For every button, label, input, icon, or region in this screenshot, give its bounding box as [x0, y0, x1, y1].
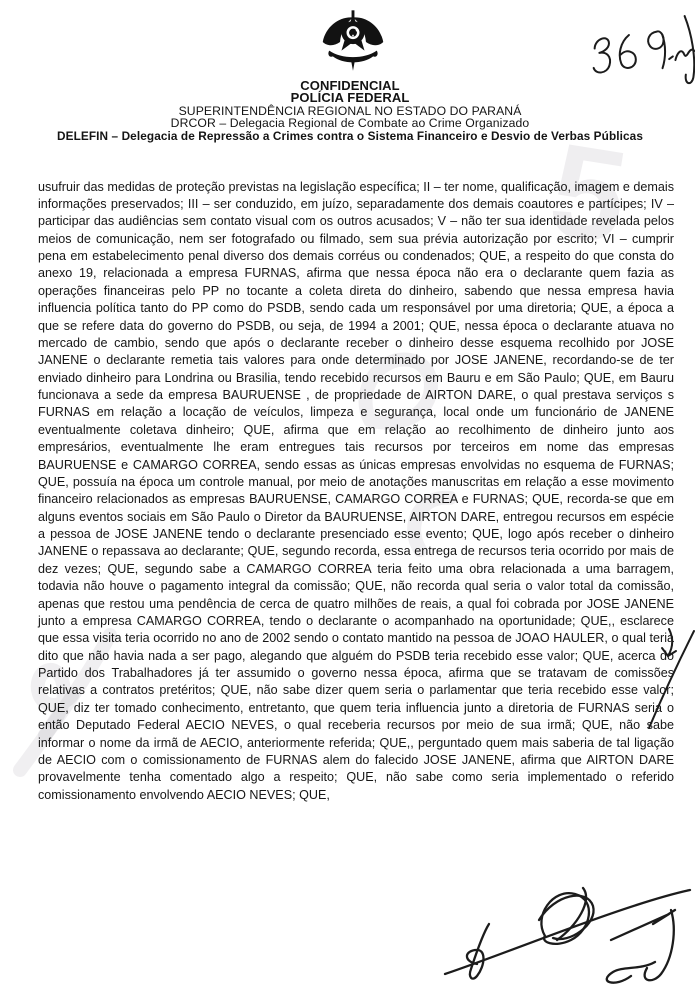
- watermark-digit: 5: [540, 115, 637, 272]
- handwritten-signature: [425, 878, 695, 1000]
- drcor-line: DRCOR – Delegacia Regional de Combate ao Crime Organizado: [170, 115, 530, 130]
- deposition-body-text: usufruir das medidas de proteção previstas na legislação específica; II – ter nome, qualificação, imagem e demais informações preservados; III – ser conduzido, em juízo, separadamente dos demais coautores e partícipes; IV – participar das audiências sem contato visual com os outros acusados; V – não ter sua identidade revelada pelos meios de comunicação, nem ser fotografado ou filmado, sem sua prévia autorização por escrito; VI – cumprir pena em estabelecimento penal diverso dos demais corréus ou condenados; QUE, a respeito do que consta do anexo 19, relacionada a empresa FURNAS, afirma que nessa época não era o declarante quem fazia as operações financeiras pelo PP no tocante a coleta direta do dinheiro, sabendo que nessa empresa havia influencia política tanto do PP como do PSDB, sendo cada um responsável por uma diretoria; QUE, a época a que se refere data do governo do PSDB, ou seja, de 1994 a 2001; QUE, nessa época o declarante atuava no mercado de cambio, sendo que após o declarante receber o dinheiro desse esquema recolhido por JOSE JANENE o declarante remetia tais valores para onde determinado por JOSE JANENE, recordando-se de ter enviado dinheiro para Londrina ou Brasilia, tendo recebido recursos em Bauru e em São Paulo; QUE, em Bauru funcionava a sede da empresa BAURUENSE , de propriedade de AIRTON DARE, o qual prestava serviços s FURNAS em relação a locação de veículos, limpeza e segurança, local onde um funcionário de JANENE eventualmente coletava dinheiro; QUE, afirma que em relação ao recolhimento de dinheiro junto aos empresários, eventualmente lhe eram entregues tais recursos por terceiros em nome das empresas BAURUENSE e CAMARGO CORREA, sendo essas as únicas empresas envolvidas no esquema de FURNAS; QUE, possuía na época um controle manual, por meio de anotações manuscritas em relação a esse movimento financeiro relacionados as empresas BAURUENSE, CAMARGO CORREA e FURNAS; QUE, recorda-se que em alguns eventos sociais em São Paulo o Diretor da BAURUENSE, AIRTON DARE, entregou recursos em espécie a pessoa de JOSE JANENE tendo o declarante presenciado esse evento; QUE, logo após receber o dinheiro JANENE o repassava ao declarante; QUE, segundo recorda, essa entrega de recursos teria ocorrido por mais de dez vezes; QUE, segundo sabe a CAMARGO CORREA teria feito uma obra relacionada a uma barragem, todavia não houve o pagamento integral da comissão; QUE, não recorda qual seria o valor total da comissão, apenas que restou uma pendência de cerca de quatro milhões de reais, a qual foi cobrada por JOSE JANENE junto a empresa CAMARGO CORREA, tendo o declarante o acompanhado na oportunidade; QUE,, esclarece que essa visita teria ocorrido no ano de 2002 sendo o contato mantido na pessoa de JOAO HAULER, o qual teria dito que não havia nada a ser pago, alegando que alguém do PSDB teria recebido esse valor; QUE, acerca do Partido dos Trabalhadores já ter assumido o governo nessa época, afirma que se tratavam de comissões relativas a contratos pretéritos; QUE, não sabe dizer quem seria o parlamentar que teria recebido esse valor; QUE, diz ter tomado conhecimento, entretanto, que quem teria influencia junto a diretoria de FURNAS seria o então Deputado Federal AECIO NEVES, o qual receberia recursos por meio de sua irmã; QUE, não sabe informar o nome da irmã de AECIO, anteriormente referida; QUE,, perguntado quem mais saberia de tal ligação de AECIO com o comissionamento de FURNAS alem do falecido JOSE JANENE, afirma que AIRTON DARE provavelmente tenha comentado algo a respeito; QUE, não sabe como seria implementado o referido comissionamento envolvendo AECIO NEVES; QUE,: [38, 179, 674, 802]
- handwritten-arrow-annotation: [645, 625, 700, 730]
- delefin-line: DELEFIN – Delegacia de Repressão a Crimes contra o Sistema Financeiro e Desvio de Verbas Públicas: [56, 129, 643, 144]
- superintendence-line: SUPERINTENDÊNCIA REGIONAL NO ESTADO DO PARANÁ: [178, 103, 522, 118]
- brazil-coat-of-arms-icon: [317, 8, 389, 76]
- document-header: [0, 80, 700, 142]
- organization-name: POLÍCIA FEDERAL: [290, 90, 410, 106]
- classification-label: CONFIDENCIAL: [300, 78, 400, 93]
